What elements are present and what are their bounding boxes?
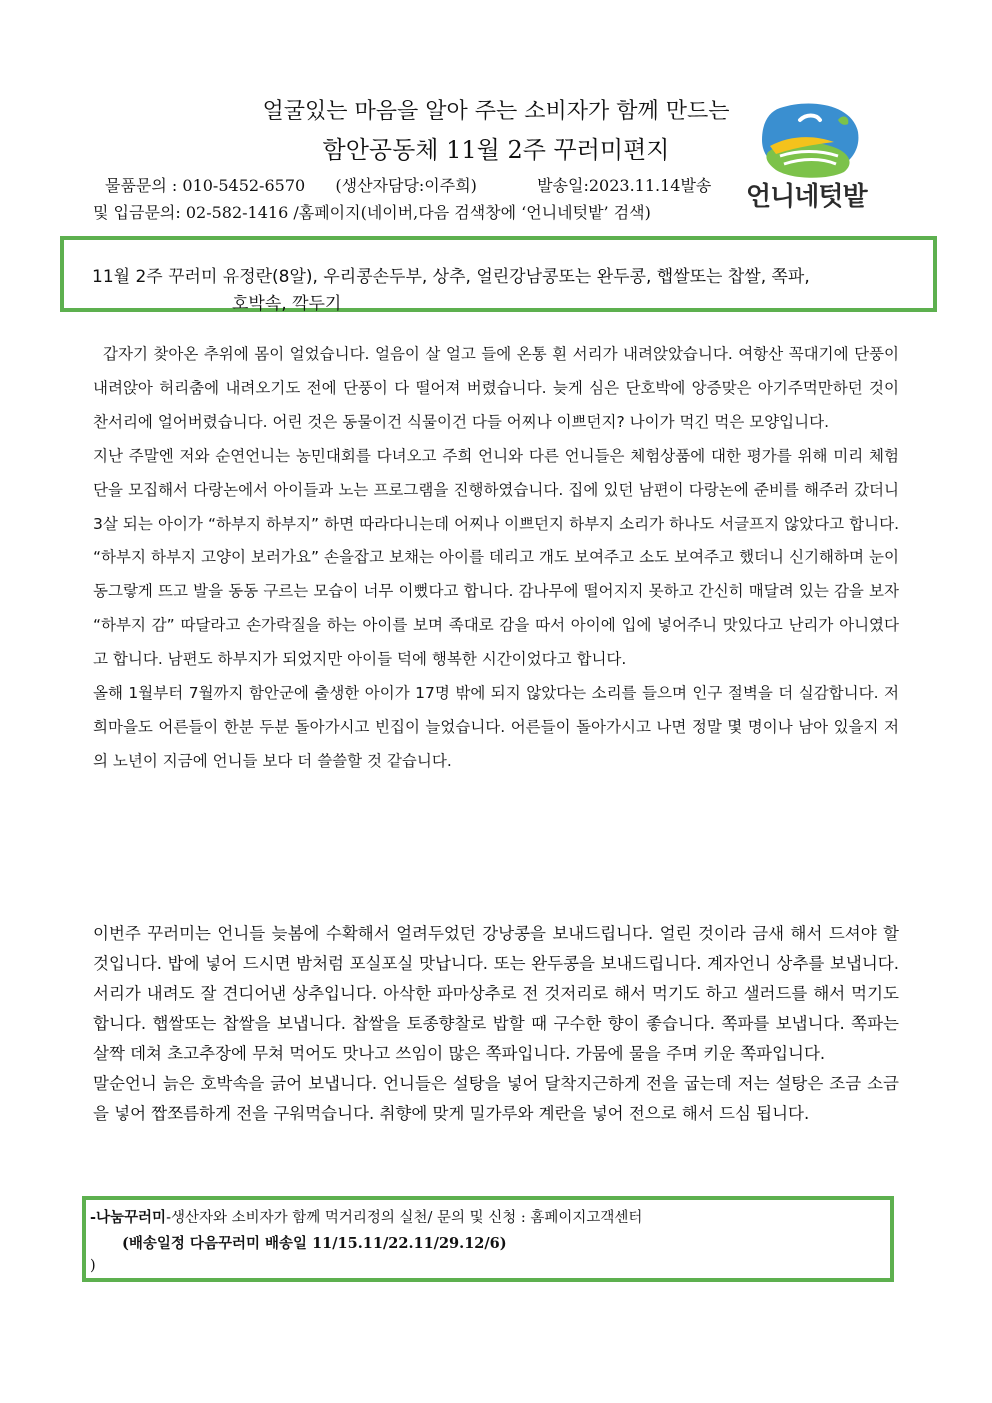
brand-logo-text: 언니네텃밭 [746,182,867,212]
footer-line-3: ) [90,1258,96,1274]
contact-line-1 [105,173,711,196]
contact-line-2: 및 입금문의: 02-582-1416 /홈페이지(네이버,다음 검색창에 ‘언니네텃밭’ 검색) [93,203,651,222]
description-paragraph: 이번주 꾸러미는 언니들 늦봄에 수확해서 얼려두었던 강낭콩을 보내드립니다. 얼린 것이라 금새 해서 드셔야 할 것입니다. 밥에 넣어 드시면 밤처럼 포실포실 맛납니다. 또는 완두콩을 보내드립니다. 계자언니 상추를 보냅니다. 서리가 내려도 잘 견디어낸 상추입니다. 아삭한 파마상추로 전 것저리로 해서 먹기도 하고 샐러드를 해서 먹기도 합니다. 햅쌀또는 찹쌀을 보냅니다. 찹쌀을 토종향찰로 밥할 때 구수한 향이 좋습니다. 쪽파를 보냅니다. 쪽파는 살짝 데쳐 초고추장에 무쳐 먹어도 맛나고 쓰임이 많은 쪽파입니다. 가뭄에 물을 주며 키운 쪽파입니다. [93,924,899,1063]
delivery-schedule: (배송일정 다음꾸러미 배송일 11/15.11/22.11/29.12/6) [122,1235,507,1252]
product-inquiry-phone: 물품문의 : 010-5452-6570 [105,176,306,195]
description-paragraph: 말순언니 늙은 호박속을 긁어 보냅니다. 언니들은 설탕을 넣어 달착지근하게 전을 굽는데 저는 설탕은 조금 소금을 넣어 짭쪼름하게 전을 구워먹습니다. 취향에 맞게 밀가루와 계란을 넣어 전으로 해서 드심 됩니다. [93,1074,899,1123]
footer-line-1 [90,1206,642,1227]
handwritten-letter [93,338,899,779]
brand-logo [740,100,890,212]
items-line-1: 11월 2주 꾸러미 유정란(8알), 우리콩손두부, 상추, 얼린강남콩또는 완두콩, 햅쌀또는 찹쌀, 쪽파, [92,267,810,287]
footer-program-name: -나눔꾸러미 [90,1209,167,1226]
footer-box [82,1196,894,1282]
ship-date: 발송일:2023.11.14발송 [537,176,712,195]
page-title-line2: 함안공동체 11월 2주 꾸러미편지 [322,136,670,164]
producer-contact: (생산자담당:이주희) [335,176,477,195]
page-title-line1: 얼굴있는 마음을 알아 주는 소비자가 함께 만드는 [262,99,730,124]
items-line-2: 호박속, 깍두기 [232,294,342,314]
items-box [60,236,937,312]
product-description [93,919,899,1129]
handwritten-paragraph: 지난 주말엔 저와 순연언니는 농민대회를 다녀오고 주희 언니와 다른 언니들은 체험상품에 대한 평가를 위해 미리 체험단을 모집해서 다랑논에서 아이들과 노는 프로그램을 진행하였습니다. 집에 있던 남편이 다랑논에 준비를 해주러 갔더니 3살 되는 아이가 “하부지 하부지” 하면 따라다니는데 어찌나 이쁘던지 하부지 소리가 하나도 서글프지 않았다고 합니다. “하부지 하부지 고양이 보러가요” 손을잡고 보채는 아이를 데리고 개도 보여주고 소도 보여주고 했더니 신기해하며 눈이 동그랗게 뜨고 발을 동동 구르는 모습이 너무 이뻤다고 합니다. 감나무에 떨어지지 못하고 간신히 매달려 있는 감을 보자 “하부지 감” 따달라고 손가락질을 하는 아이를 보며 족대로 감을 따서 아이에 입에 넣어주니 맛있다고 난리가 아니였다고 합니다. 남편도 하부지가 되었지만 아이들 덕에 행복한 시간이었다고 합니다. [93,446,899,669]
handwritten-paragraph: 올해 1월부터 7월까지 함안군에 출생한 아이가 17명 밖에 되지 않았다는 소리를 들으며 인구 절벽을 더 실감합니다. 저희마을도 어른들이 한분 두분 돌아가시고 빈집이 늘었습니다. 어른들이 돌아가시고 나면 정말 몇 명이나 남아 있을지 저의 노년이 지금에 언니들 보다 더 쓸쓸할 것 같습니다. [93,684,899,770]
footer-program-desc: -생산자와 소비자가 함께 먹거리정의 실천/ 문의 및 신청 : 홈페이지고객센터 [166,1210,643,1226]
handwritten-paragraph: 갑자기 찾아온 추위에 몸이 얼었습니다. 얼음이 살 얼고 들에 온통 흰 서리가 내려앉았습니다. 여항산 꼭대기에 단풍이 내려앉아 허리춤에 내려오기도 전에 단풍이 다 떨어져 버렸습니다. 늦게 심은 단호박에 앙증맞은 아기주먹만하던 것이 찬서리에 얼어버렸습니다. 어린 것은 동물이건 식물이건 다들 어찌나 이쁘던지? 나이가 먹긴 먹은 모양입니다. [93,345,899,431]
